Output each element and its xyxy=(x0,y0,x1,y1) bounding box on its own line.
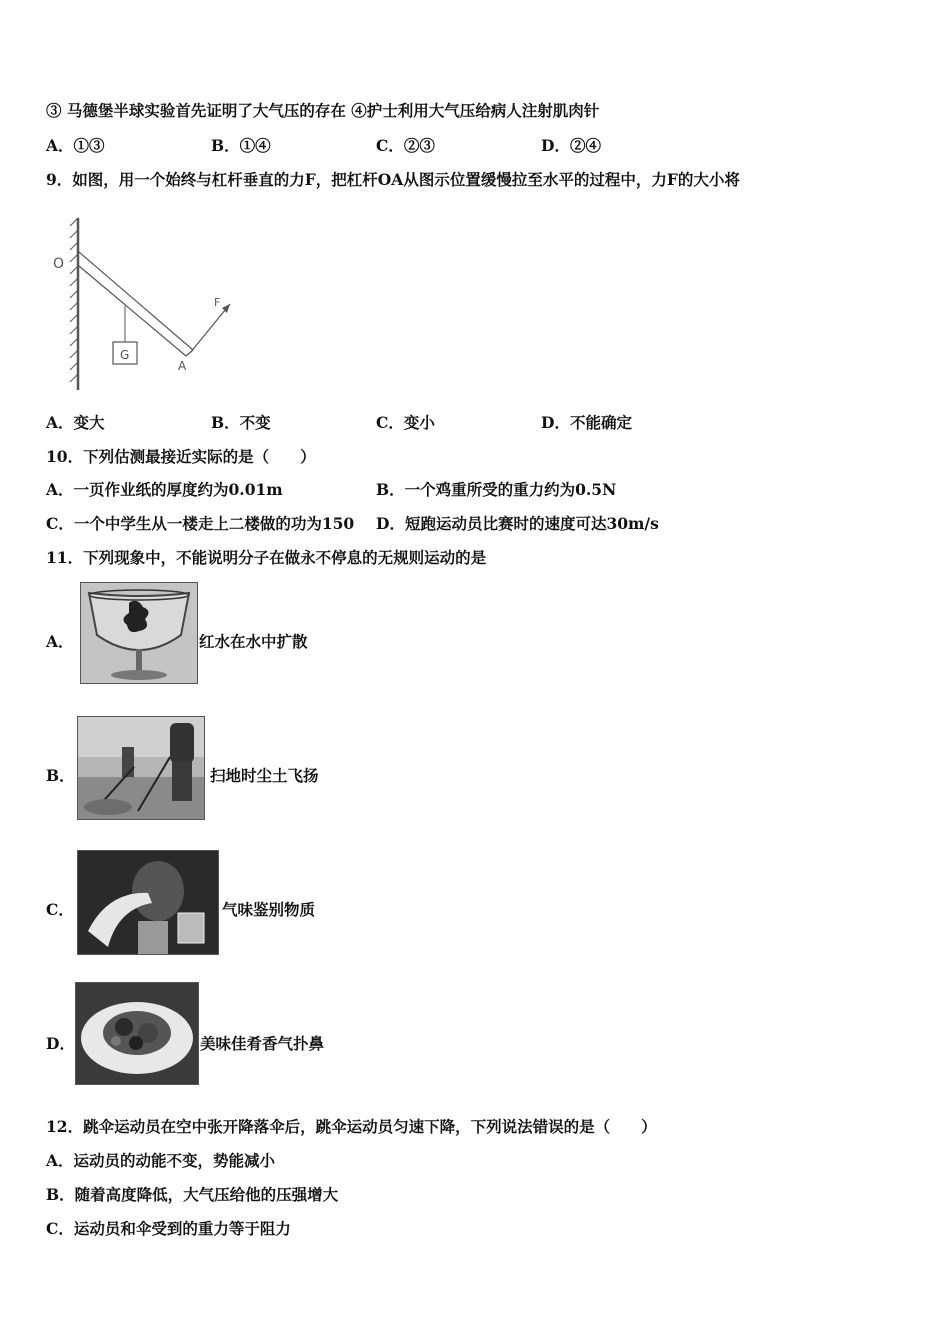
q9-option-d: D．不能确定 xyxy=(541,413,632,432)
label-o: O xyxy=(53,256,65,272)
q12-option-a: A．运动员的动能不变，势能减小 xyxy=(46,1151,276,1170)
q12-option-b: B．随着高度降低，大气压给他的压强增大 xyxy=(46,1185,339,1204)
smell-identification-photo xyxy=(77,850,219,955)
lever-diagram xyxy=(48,212,248,396)
q8-option-a: A．①③ xyxy=(46,136,105,155)
label-a: A xyxy=(178,359,187,373)
q9-option-c: C．变小 xyxy=(376,413,435,432)
q12-stem: 12．跳伞运动员在空中张开降落伞后，跳伞运动员匀速下降，下列说法错误的是（ ） xyxy=(46,1117,657,1136)
q10-option-d: D．短跑运动员比赛时的速度可达30m/s xyxy=(376,514,659,533)
q11-option-c-caption: 气味鉴别物质 xyxy=(222,900,316,919)
q10-option-c: C．一个中学生从一楼走上二楼做的功为150 xyxy=(46,514,355,533)
q10-option-a: A．一页作业纸的厚度约为0.01m xyxy=(46,480,283,499)
q9-stem: 9．如图，用一个始终与杠杆垂直的力F，把杠杆OA从图示位置缓慢拉至水平的过程中，力F的大小将 xyxy=(46,170,740,189)
q11-option-b-letter: B． xyxy=(46,766,75,785)
label-g: G xyxy=(120,348,130,362)
q11-option-c-letter: C． xyxy=(46,900,74,919)
q11-option-d-letter: D． xyxy=(46,1034,75,1053)
lever-oa xyxy=(79,252,193,356)
q8-statement-line: ③ 马德堡半球实验首先证明了大气压的存在 ④护士利用大气压给病人注射肌肉针 xyxy=(46,101,600,120)
delicious-food-photo xyxy=(75,982,199,1085)
q12-option-c: C．运动员和伞受到的重力等于阻力 xyxy=(46,1219,291,1238)
q11-option-d-caption: 美味佳肴香气扑鼻 xyxy=(200,1034,325,1053)
label-f: F xyxy=(214,296,221,309)
q8-option-b: B．①④ xyxy=(211,136,271,155)
q11-option-b-caption: 扫地时尘土飞扬 xyxy=(210,766,319,785)
q11-option-a-letter: A． xyxy=(46,632,74,651)
sweeping-dust-photo xyxy=(77,716,205,820)
wall xyxy=(70,218,78,390)
q11-stem: 11．下列现象中，不能说明分子在做永不停息的无规则运动的是 xyxy=(46,548,487,567)
q10-stem: 10．下列估测最接近实际的是（ ） xyxy=(46,447,316,466)
q10-option-b: B．一个鸡重所受的重力约为0.5N xyxy=(376,480,617,499)
q11-option-a-caption: 红水在水中扩散 xyxy=(199,632,308,651)
q8-option-c: C．②③ xyxy=(376,136,435,155)
q9-option-b: B．不变 xyxy=(211,413,271,432)
ink-diffusion-photo xyxy=(80,582,198,684)
q8-option-d: D．②④ xyxy=(541,136,601,155)
q9-option-a: A．变大 xyxy=(46,413,105,432)
force-arrow xyxy=(190,304,230,353)
